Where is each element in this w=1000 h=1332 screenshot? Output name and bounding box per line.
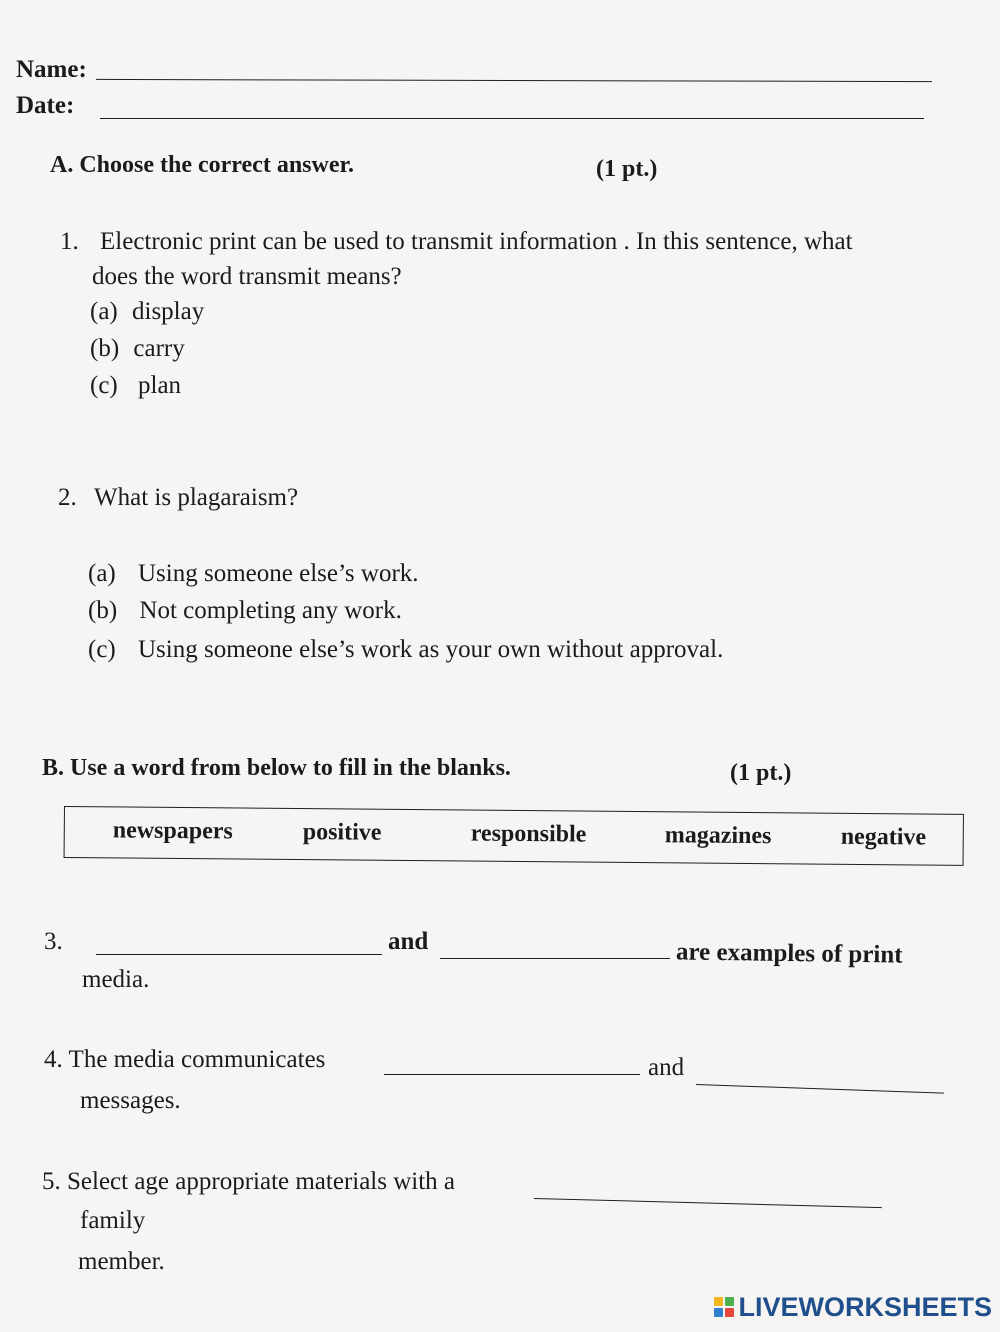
option-text: carry xyxy=(133,335,185,362)
q1-option-c[interactable] xyxy=(90,372,181,400)
option-text: Using someone else’s work. xyxy=(138,560,419,587)
option-text: plan xyxy=(138,372,182,399)
word-bank-item[interactable]: responsible xyxy=(470,820,587,848)
word-bank-item[interactable]: newspapers xyxy=(112,817,233,845)
word-bank-item[interactable]: magazines xyxy=(664,822,772,850)
option-letter: (c) xyxy=(90,372,118,399)
question-2-number: 2. xyxy=(58,484,77,511)
section-a-points: (1 pt.) xyxy=(596,156,658,182)
question-2-text: What is plagaraism? xyxy=(94,484,299,511)
question-1-number: 1. xyxy=(60,228,79,255)
word-bank xyxy=(64,806,964,866)
option-letter: (a) xyxy=(88,560,116,587)
name-field[interactable] xyxy=(96,79,932,82)
q4-and: and xyxy=(648,1054,685,1081)
date-label: Date: xyxy=(16,92,75,119)
q3-text: are examples of print xyxy=(675,938,903,969)
option-text: Using someone else’s work as your own without approval. xyxy=(138,636,724,663)
option-letter: (b) xyxy=(90,335,120,362)
q2-option-c[interactable] xyxy=(88,636,723,664)
word-bank-item[interactable]: positive xyxy=(302,819,382,846)
q3-text-cont: media. xyxy=(82,966,150,993)
question-1-text: Electronic print can be used to transmit information . In this sentence, what xyxy=(100,228,853,255)
q5-blank[interactable] xyxy=(534,1198,882,1208)
q2-option-a[interactable] xyxy=(88,560,419,588)
q1-option-a[interactable] xyxy=(90,298,204,326)
q1-option-b[interactable] xyxy=(90,335,185,363)
option-text: display xyxy=(132,298,205,325)
q4-blank-1[interactable] xyxy=(384,1074,640,1075)
question-3-number: 3. xyxy=(44,928,63,955)
q5-text-cont: family xyxy=(80,1207,146,1234)
question-4-text: 4. The media communicates xyxy=(44,1046,326,1073)
section-b-points: (1 pt.) xyxy=(730,760,792,786)
date-field[interactable] xyxy=(100,118,924,119)
logo-mark-icon xyxy=(714,1297,734,1317)
q3-and: and xyxy=(388,928,429,955)
logo-text: LIVEWORKSHEETS xyxy=(738,1291,992,1322)
name-label: Name: xyxy=(16,56,87,83)
section-b-title: B. Use a word from below to fill in the blanks. xyxy=(42,755,511,781)
option-letter: (b) xyxy=(88,597,118,624)
q5-text-cont-2: member. xyxy=(78,1248,165,1275)
option-letter: (c) xyxy=(88,636,116,663)
option-text: Not completing any work. xyxy=(139,597,402,624)
word-bank-item[interactable]: negative xyxy=(840,823,927,851)
q2-option-b[interactable] xyxy=(88,597,402,625)
liveworksheets-logo xyxy=(714,1290,992,1324)
question-5-text: 5. Select age appropriate materials with a xyxy=(42,1168,456,1195)
section-a-title: A. Choose the correct answer. xyxy=(50,152,354,178)
q3-blank-1[interactable] xyxy=(96,954,382,955)
option-letter: (a) xyxy=(90,298,118,325)
q4-blank-2[interactable] xyxy=(696,1084,944,1094)
question-1-text-cont: does the word transmit means? xyxy=(92,263,402,290)
q3-blank-2[interactable] xyxy=(440,958,670,959)
q4-text-cont: messages. xyxy=(80,1087,181,1114)
